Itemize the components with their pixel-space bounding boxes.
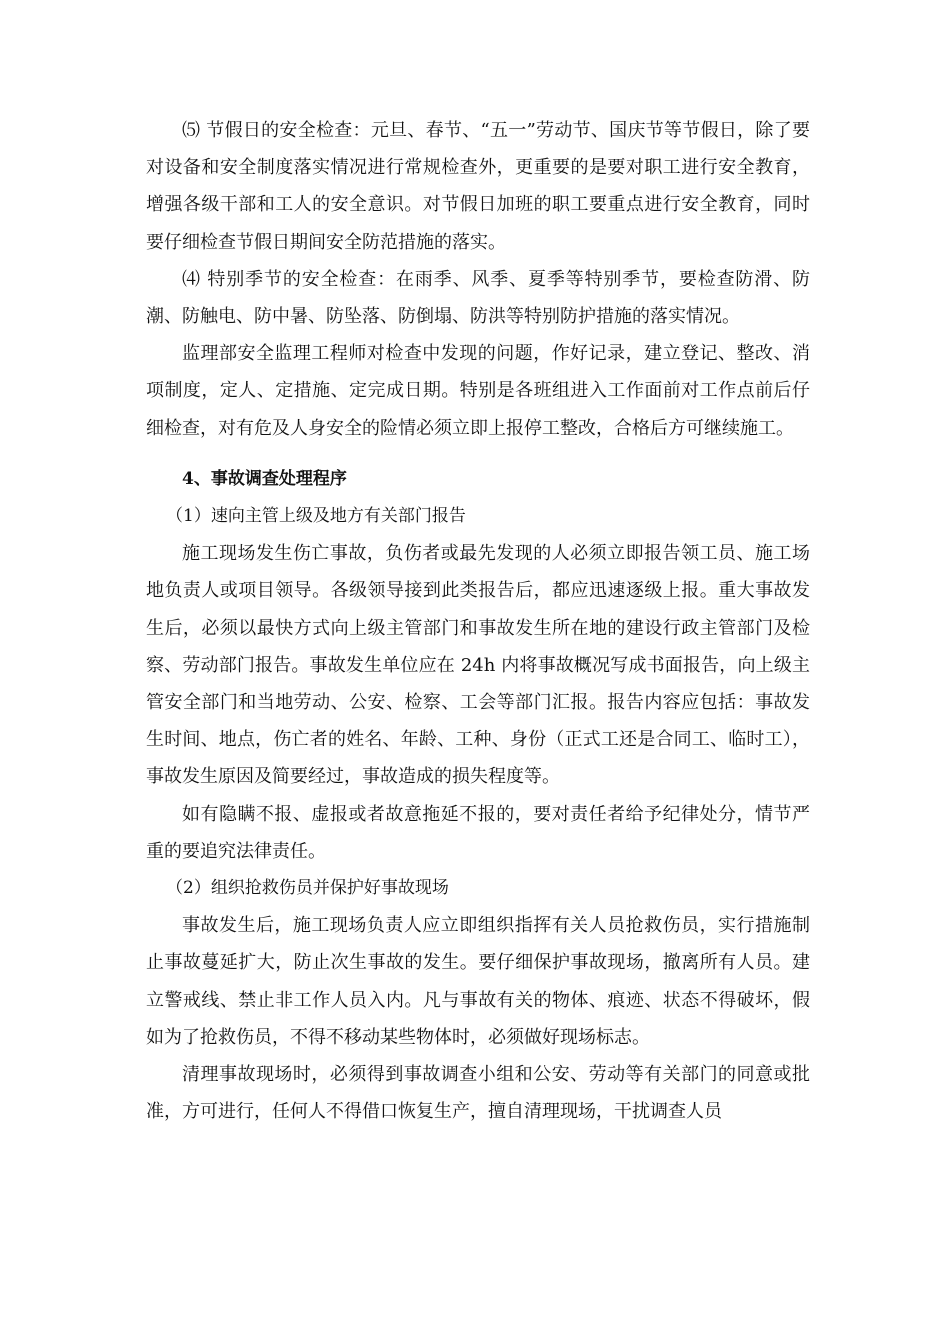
subheading-report: （1）速向主管上级及地方有关部门报告 — [166, 506, 466, 527]
paragraph-rescue-details: 事故发生后，施工现场负责人应立即组织指挥有关人员抢救伤员，实行措施制止事故蔓延扩大，防止次生事故的发生。要仔细保护事故现场，撤离所有人员。建立警戒线、禁止非工作人员入内。凡与事故有关的物体、痕迹、状态不得破坏，假如为了抢救伤员，不得不移动某些物体时，必须做好现场标志。 — [146, 915, 810, 1048]
paragraph-supervision-records: 监理部安全监理工程师对检查中发现的问题，作好记录，建立登记、整改、消项制度，定人、定措施、定完成日期。特别是各班组进入工作面前对工作点前后仔细检查，对有危及人身安全的险情必须立即上报停工整改，合格后方可继续施工。 — [146, 343, 810, 439]
document-page — [146, 112, 810, 1130]
subheading-rescue: （2）组织抢救伤员并保护好事故现场 — [166, 878, 449, 899]
paragraph-report-details: 施工现场发生伤亡事故，负伤者或最先发现的人必须立即报告领工员、施工场地负责人或项目领导。各级领导接到此类报告后，都应迅速逐级上报。重大事故发生后，必须以最快方式向上级主管部门和事故发生所在地的建设行政主管部门及检察、劳动部门报告。事故发生单位应在 24h 内将事故概况写成书面报告，向上级主管安全部门和当地劳动、公安、检察、工会等部门汇报。报告内容应包括：事故发生时间、地点，伤亡者的姓名、年龄、工种、身份（正式工还是合同工、临时工），事故发生原因及简要经过，事故造成的损失程度等。 — [146, 543, 810, 788]
paragraph-concealment-penalty: 如有隐瞒不报、虚报或者故意拖延不报的，要对责任者给予纪律处分，情节严重的要追究法律责任。 — [146, 803, 810, 862]
paragraph-holiday-inspection: ⑸ 节假日的安全检查：元旦、春节、“五一”劳动节、国庆节等节假日，除了要对设备和安全制度落实情况进行常规检查外，更重要的是要对职工进行安全教育，增强各级干部和工人的安全意识。对节假日加班的职工要重点进行安全教育，同时要仔细检查节假日期间安全防范措施的落实。 — [146, 120, 810, 253]
paragraph-seasonal-inspection: ⑷ 特别季节的安全检查：在雨季、风季、夏季等特别季节，要检查防滑、防潮、防触电、防中暑、防坠落、防倒塌、防洪等特别防护措施的落实情况。 — [146, 268, 810, 328]
paragraph-scene-cleanup: 清理事故现场时，必须得到事故调查小组和公安、劳动等有关部门的同意或批准，方可进行，任何人不得借口恢复生产，擅自清理现场，干扰调查人员 — [146, 1064, 810, 1123]
section-heading-accident-procedure: 4、事故调查处理程序 — [182, 468, 347, 489]
